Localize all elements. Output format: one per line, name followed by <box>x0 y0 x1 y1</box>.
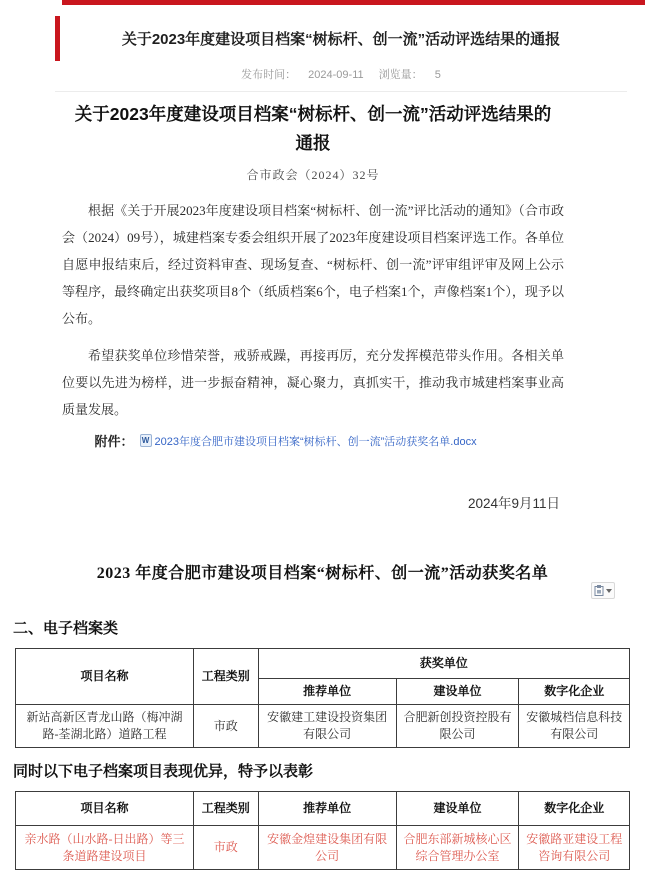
publish-time-value: 2024-09-11 <box>308 69 364 81</box>
article-meta <box>55 66 627 92</box>
col-header-builder: 建设单位 <box>396 792 519 826</box>
cell-digitizer: 安徽城档信息科技有限公司 <box>519 705 630 748</box>
commend-table <box>15 791 630 870</box>
col-header-digitizer: 数字化企业 <box>519 679 630 705</box>
paragraph-1: 根据《关于开展2023年度建设项目档案“树标杆、创一流”评比活动的通知》（合市政会（2024）09号），城建档案专委会组织开展了2023年度建设项目档案评选工作。各单位自愿申报结束后，经过资料审查、现场复查、“树标杆、创一流”评审组评审及网上公示等程序，最终确定出获奖项目8个（纸质档案6个，电子档案1个，声像档案1个），现予以公布。 <box>62 203 564 326</box>
cell-recommender: 安徽建工建设投资集团有限公司 <box>258 705 396 748</box>
word-doc-icon: W <box>140 434 152 447</box>
col-header-builder: 建设单位 <box>396 679 519 705</box>
attachment-link[interactable]: 2023年度合肥市建设项目档案“树标杆、创一流”活动获奖名单.docx <box>154 435 477 448</box>
article-header <box>55 14 627 92</box>
cell-project-name: 亲水路（山水路-日出路）等三条道路建设项目 <box>16 826 194 870</box>
col-header-recommender: 推荐单位 <box>258 679 396 705</box>
publish-time-label: 发布时间： <box>241 69 297 81</box>
col-header-type: 工程类别 <box>194 649 258 705</box>
table-row <box>16 705 630 748</box>
cell-builder: 合肥东部新城核心区综合管理办公室 <box>396 826 519 870</box>
document-title: 关于2023年度建设项目档案“树标杆、创一流”活动评选结果的通报 <box>74 104 552 153</box>
title-accent-bar <box>55 16 60 61</box>
views-value: 5 <box>434 69 441 81</box>
electronic-archive-table <box>15 648 630 748</box>
cell-project-type: 市政 <box>194 705 258 748</box>
document-date: 2024年9月11日 <box>467 496 560 511</box>
views-label: 浏览量： <box>378 69 423 81</box>
award-list-title: 2023 年度合肥市建设项目档案“树标杆、创一流”活动获奖名单 <box>96 565 549 582</box>
col-header-digitizer: 数字化企业 <box>519 792 630 826</box>
section-heading-electronic: 二、电子档案类 <box>13 620 119 637</box>
attachment-row <box>95 431 565 450</box>
col-header-project: 项目名称 <box>16 649 194 705</box>
commend-heading: 同时以下电子档案项目表现优异，特予以表彰 <box>13 764 314 780</box>
col-header-project: 项目名称 <box>16 792 194 826</box>
article-body <box>62 100 564 512</box>
cell-project-type: 市政 <box>194 826 258 870</box>
cell-builder: 合肥新创投资控股有限公司 <box>396 705 519 748</box>
table-header-row <box>16 792 630 826</box>
top-accent-bar <box>62 0 645 5</box>
col-header-type: 工程类别 <box>194 792 258 826</box>
document-number: 合市政会（2024）32号 <box>246 168 380 182</box>
chevron-down-icon <box>606 589 612 593</box>
cell-digitizer: 安徽路亚建设工程咨询有限公司 <box>519 826 630 870</box>
paragraph-2: 希望获奖单位珍惜荣誉，戒骄戒躁，再接再厉，充分发挥模范带头作用。各相关单位要以先进为榜样，进一步振奋精神，凝心聚力，真抓实干，推动我市城建档案事业高质量发展。 <box>62 348 564 417</box>
attachment-label: 附件： <box>94 434 134 449</box>
table-row-highlighted <box>16 826 630 870</box>
clipboard-icon <box>594 585 604 596</box>
table-header-row <box>16 649 630 679</box>
col-header-recommender: 推荐单位 <box>258 792 396 826</box>
cell-recommender: 安徽金煌建设集团有限公司 <box>258 826 396 870</box>
page-title: 关于2023年度建设项目档案“树标杆、创一流”活动评选结果的通报 <box>121 31 561 48</box>
award-list-section <box>0 560 645 870</box>
cell-project-name: 新站高新区青龙山路（梅冲湖路-荃湖北路）道路工程 <box>16 705 194 748</box>
col-header-award-group: 获奖单位 <box>258 649 629 679</box>
paste-options-button[interactable] <box>591 582 615 599</box>
